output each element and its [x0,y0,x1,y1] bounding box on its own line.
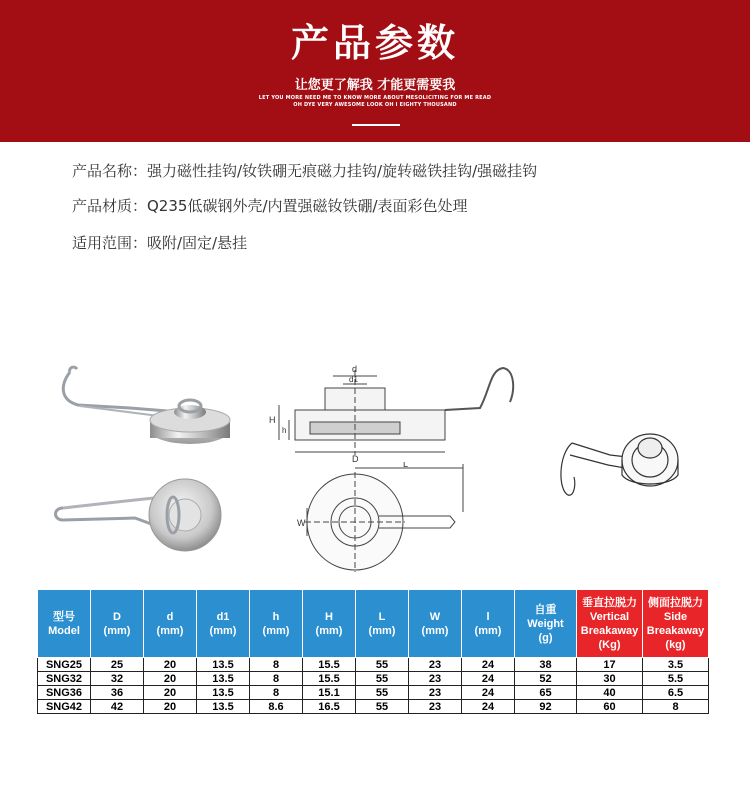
table-cell: 55 [356,686,409,700]
table-cell: 24 [462,700,515,714]
header-H: H (mm) [303,590,356,658]
technical-drawing-side-section [265,360,515,470]
product-material-line: 产品材质：Q235低碳钢外壳/内置强磁钕铁硼/表面彩色处理 [72,197,468,215]
table-cell: 52 [515,672,577,686]
table-cell: 32 [91,672,144,686]
dim-label-d1: d1 [349,375,358,384]
table-row [38,658,709,672]
table-cell: 55 [356,672,409,686]
hook-line-drawing [550,415,700,515]
table-cell: 15.5 [303,658,356,672]
header-weight: 自重 Weight (g) [515,590,577,658]
hook-photo-side-view [50,360,235,460]
header-l: l (mm) [462,590,515,658]
table-cell: 20 [144,672,197,686]
table-cell: 24 [462,672,515,686]
dim-label-d: d [352,364,358,374]
dim-label-H: H [269,415,276,425]
table-cell: 40 [577,686,643,700]
table-row [38,686,709,700]
table-cell: 16.5 [303,700,356,714]
table-cell: 24 [462,658,515,672]
model-cell: SNG42 [38,700,91,714]
banner-subtitle: 让您更了解我 才能更需要我 [294,78,456,93]
table-cell: 60 [577,700,643,714]
header-D: D (mm) [91,590,144,658]
header-h: h (mm) [250,590,303,658]
table-row [38,700,709,714]
table-cell: 25 [91,658,144,672]
dim-label-h: h [282,426,287,435]
table-header-row [38,590,709,658]
table-cell: 13.5 [197,658,250,672]
header-d1: d1 (mm) [197,590,250,658]
table-cell: 38 [515,658,577,672]
table-cell: 3.5 [643,658,709,672]
table-cell: 23 [409,700,462,714]
banner-english-line-1: LET YOU MORE NEED ME TO KNOW MORE ABOUT MESOLICITING FOR ME READ [258,95,492,101]
table-cell: 5.5 [643,672,709,686]
header-model: 型号 Model [38,590,91,658]
table-cell: 8 [250,658,303,672]
table-cell: 92 [515,700,577,714]
header-vertical-breakaway: 垂直拉脱力 Vertical Breakaway (Kg) [577,590,643,658]
header-banner [0,0,750,142]
hook-photo-front-view [45,470,225,560]
header-L: L (mm) [356,590,409,658]
table-cell: 23 [409,686,462,700]
header-d: d (mm) [144,590,197,658]
header-W: W (mm) [409,590,462,658]
model-cell: SNG32 [38,672,91,686]
table-cell: 23 [409,672,462,686]
dim-label-L: L [403,462,409,469]
banner-title: 产品参数 [290,21,459,65]
table-cell: 20 [144,658,197,672]
product-usage-line: 适用范围：吸附/固定/悬挂 [72,234,248,252]
table-cell: 24 [462,686,515,700]
table-cell: 8 [643,700,709,714]
technical-drawing-top-view [275,462,475,572]
banner-divider [352,124,400,126]
table-cell: 55 [356,658,409,672]
table-cell: 15.1 [303,686,356,700]
table-cell: 8 [250,686,303,700]
table-cell: 6.5 [643,686,709,700]
banner-english-line-2: OH DYE VERY AWESOME LOOK OH I EIGHTY THOUSAND [293,102,457,108]
product-name-line: 产品名称：强力磁性挂钩/钕铁硼无痕磁力挂钩/旋转磁铁挂钩/强磁挂钩 [72,162,538,180]
table-cell: 23 [409,658,462,672]
dim-label-W: W [297,518,306,528]
table-cell: 20 [144,686,197,700]
table-cell: 20 [144,700,197,714]
dim-label-D: D [352,454,359,464]
table-cell: 65 [515,686,577,700]
table-cell: 13.5 [197,686,250,700]
model-cell: SNG36 [38,686,91,700]
table-cell: 30 [577,672,643,686]
table-cell: 13.5 [197,700,250,714]
table-cell: 55 [356,700,409,714]
table-cell: 42 [91,700,144,714]
table-cell: 17 [577,658,643,672]
table-cell: 36 [91,686,144,700]
table-row [38,672,709,686]
table-cell: 13.5 [197,672,250,686]
table-cell: 15.5 [303,672,356,686]
spec-table [37,589,709,714]
table-cell: 8 [250,672,303,686]
model-cell: SNG25 [38,658,91,672]
table-cell: 8.6 [250,700,303,714]
header-side-breakaway: 侧面拉脱力 Side Breakaway (kg) [643,590,709,658]
